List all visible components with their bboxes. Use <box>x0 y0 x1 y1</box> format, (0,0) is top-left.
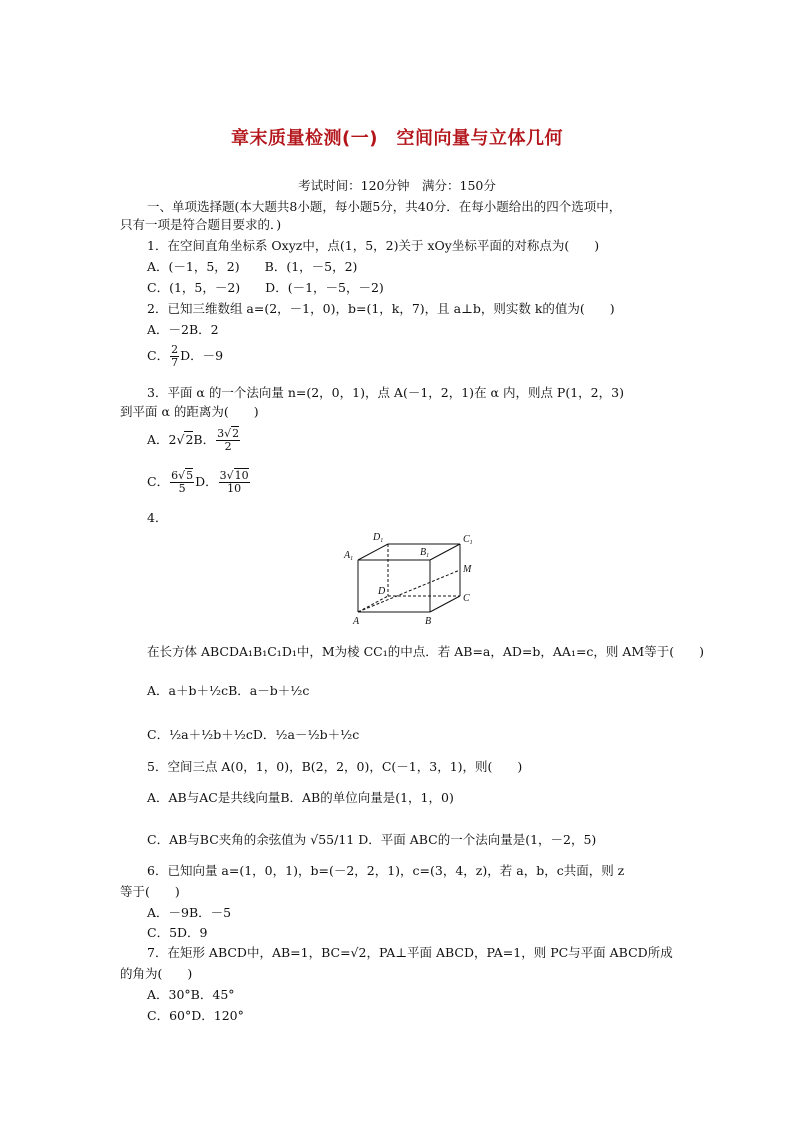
label-d1: $D_1$ <box>373 532 384 544</box>
question-6-options-cd: C．5D．9 <box>147 925 208 940</box>
section-intro: 一、单项选择题(本大题共8小题，每小题5分，共40分．在每小题给出的四个选项中， <box>147 199 622 214</box>
option-d: D．－9 <box>180 348 224 363</box>
question-7-options-ab: A．30°B．45° <box>147 987 235 1002</box>
fraction: $\frac{2}{7}$ <box>171 343 179 369</box>
question-1-options-cd: C．(1，5，－2) D．(－1，－5，－2) <box>147 280 384 295</box>
page-title: 章末质量检测(一) 空间向量与立体几何 <box>231 128 563 149</box>
question-4-number: 4． <box>147 510 168 525</box>
question-3-stem: 3．平面 α 的一个法向量 n=(2，0，1)，点 A(－1，2，1)在 α 内，则点 P(1，2，3) <box>147 385 624 400</box>
question-6-stem: 6．已知向量 a=(1，0，1)，b=(－2，2，1)，c=(3，4，z)，若 a，b，c共面，则 z <box>147 863 625 878</box>
question-3-options-ab: A．2√2B． $\frac{3√2}{2}$ <box>147 427 240 453</box>
fraction: $\frac{6√5}{5}$ <box>171 469 194 495</box>
question-3-stem-cont: 到平面 α 的距离为( ) <box>120 404 259 419</box>
question-1-options-ab: A．(－1，5，2) B．(1，－5，2) <box>147 259 358 274</box>
label-b: B <box>425 616 432 627</box>
question-7-stem-cont: 的角为( ) <box>120 966 193 981</box>
question-6-options-ab: A．－9B．－5 <box>147 905 232 920</box>
fraction: $\frac{3√10}{10}$ <box>219 469 249 495</box>
label-b1: $B_1$ <box>420 547 430 559</box>
label-c1: $C_1$ <box>463 534 473 546</box>
section-intro-cont: 只有一项是符合题目要求的．) <box>120 217 282 232</box>
question-2-stem: 2．已知三维数组 a=(2，－1，0)，b=(1，k，7)，且 a⊥b，则实数 k的值为( ) <box>147 301 615 316</box>
label-a1: $A_1$ <box>344 550 354 562</box>
question-5-options-cd: C．AB与BC夹角的余弦值为 √55/11 D．平面 ABC的一个法向量是(1，－2，5) <box>147 832 597 847</box>
question-7-stem: 7．在矩形 ABCD中，AB=1，BC=√2，PA⊥平面 ABCD，PA=1，则 PC与平面 ABCD所成 <box>147 945 673 960</box>
question-5-options-ab: A．AB与AC是共线向量B．AB的单位向量是(1，1，0) <box>147 790 454 805</box>
question-6-stem-cont: 等于( ) <box>120 884 180 899</box>
question-4-options-ab: A．a＋b＋½cB．a－b＋½c <box>147 683 310 698</box>
question-3-options-cd: C． $\frac{6√5}{5}$ D． $\frac{3√10}{10}$ <box>147 469 249 495</box>
label-m: M <box>463 564 472 575</box>
label-d: D <box>378 586 386 597</box>
question-1-stem: 1．在空间直角坐标系 Oxyz中，点(1，5，2)关于 xOy坐标平面的对称点为( ) <box>147 238 600 253</box>
question-2-options-ab: A．－2B．2 <box>147 322 219 337</box>
cuboid-figure <box>340 530 490 630</box>
question-4-stem: 在长方体 ABCDA₁B₁C₁D₁中，M为棱 CC₁的中点．若 AB=a，AD=b，AA₁=c，则 AM等于( ) <box>147 644 704 659</box>
question-4-options-cd: C．½a＋½b＋½cD．½a－½b＋½c <box>147 727 360 742</box>
question-7-options-cd: C．60°D．120° <box>147 1008 244 1023</box>
label-c: C <box>463 593 470 604</box>
option-c-label: C． <box>147 348 170 363</box>
question-5-stem: 5．空间三点 A(0，1，0)，B(2，2，0)，C(－1，3，1)，则( ) <box>147 759 523 774</box>
question-2-options-cd <box>147 344 223 369</box>
fraction: $\frac{3√2}{2}$ <box>217 427 240 453</box>
exam-info: 考试时间：120分钟 满分：150分 <box>298 178 496 193</box>
label-a: A <box>353 616 360 627</box>
